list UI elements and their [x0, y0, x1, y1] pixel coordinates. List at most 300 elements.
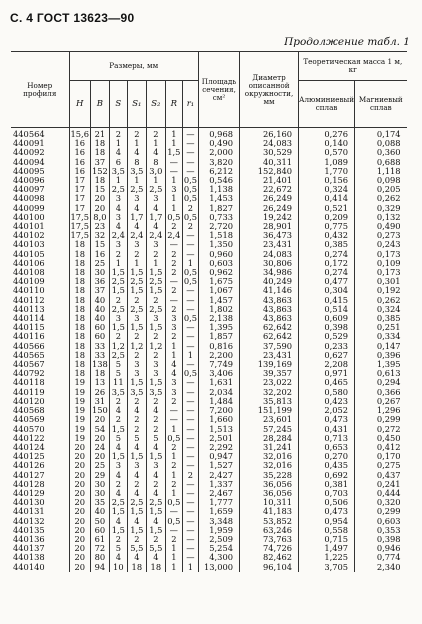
cell-code: 440112 — [11, 296, 69, 305]
cell-h: 20 — [69, 498, 90, 507]
cell-s1: 2,5 — [127, 277, 146, 286]
cell-area: 1,527 — [199, 461, 240, 470]
cell-aluminium: 0,156 — [299, 176, 355, 185]
table-row — [11, 434, 407, 443]
cell-s1: 5,5 — [127, 544, 146, 553]
cell-aluminium: 2,208 — [299, 360, 355, 369]
cell-area: 7,200 — [199, 406, 240, 415]
cell-r: 0,5 — [167, 498, 181, 508]
cell-code: 440101 — [11, 222, 69, 231]
cell-diameter: 23,431 — [240, 240, 299, 249]
cell-r: 3 — [165, 388, 182, 397]
cell-b: 94 — [90, 563, 109, 572]
cell-h: 20 — [69, 489, 90, 498]
cell-diameter: 73,763 — [240, 535, 299, 544]
cell-s: 3 — [109, 213, 127, 222]
cell-code: 440110 — [11, 286, 69, 295]
cell-s1: 3 — [127, 461, 146, 470]
cell-code: 440106 — [11, 259, 69, 268]
cell-s2: 4 — [146, 517, 165, 526]
cell-b: 26 — [90, 388, 109, 397]
table-row — [11, 148, 407, 157]
cell-b: 18 — [90, 148, 109, 157]
cell-h: 20 — [69, 461, 90, 470]
cell-magnesium: 0,173 — [376, 268, 401, 278]
cell-b: 18 — [90, 139, 109, 148]
cell-r: 2 — [165, 268, 182, 277]
cell-b: 50 — [90, 517, 109, 526]
cell-area: 3,820 — [199, 158, 240, 167]
cell-h: 18 — [69, 277, 90, 286]
cell-diameter: 21,401 — [240, 176, 299, 185]
cell-h: 20 — [69, 471, 90, 480]
cell-aluminium: 0,703 — [299, 489, 355, 498]
cell-h: 19 — [69, 406, 90, 415]
cell-diameter: 32,016 — [240, 452, 299, 461]
cell-b: 30 — [90, 480, 109, 489]
cell-aluminium: 2,052 — [299, 406, 355, 415]
col-header-h: H — [69, 81, 90, 128]
cell-h: 19 — [69, 434, 90, 443]
table-row — [11, 489, 407, 498]
cell-diameter: 82,462 — [240, 553, 299, 562]
cell-h: 20 — [69, 544, 90, 553]
cell-b: 37 — [90, 286, 109, 295]
cell-aluminium: 1,497 — [299, 544, 355, 553]
cell-r1: — — [182, 360, 198, 369]
cell-s2: 3 — [146, 314, 165, 323]
cell-s: 2 — [109, 535, 127, 544]
cell-magnesium: 0,360 — [376, 148, 401, 158]
cell-h: 18 — [69, 351, 90, 360]
cell-s: 3 — [109, 194, 127, 203]
cell-h: 20 — [69, 563, 90, 572]
cell-s2: 5,5 — [146, 544, 165, 553]
table-row — [11, 369, 407, 378]
cell-aluminium: 0,558 — [299, 526, 355, 535]
cell-code: 440094 — [11, 158, 69, 167]
table-row — [11, 323, 407, 332]
cell-diameter: 30,806 — [240, 259, 299, 268]
cell-s1: 3,5 — [127, 388, 146, 397]
cell-diameter: 23,601 — [240, 415, 299, 424]
cell-b: 18 — [90, 176, 109, 185]
table-row — [11, 517, 407, 526]
cell-code: 440092 — [11, 148, 69, 157]
cell-s1: 1,7 — [127, 213, 146, 222]
cell-s2: 5 — [146, 434, 165, 443]
cell-aluminium: 1,225 — [299, 553, 355, 562]
cell-area: 5,254 — [199, 544, 240, 553]
cell-r: 2 — [165, 305, 182, 314]
cell-b: 60 — [90, 323, 109, 332]
cell-aluminium: 0,506 — [299, 498, 355, 507]
cell-h: 20 — [69, 535, 90, 544]
cell-r1: — — [182, 286, 198, 295]
cell-r1: — — [182, 158, 198, 167]
cell-area: 1,395 — [199, 323, 240, 332]
cell-r: 4 — [165, 369, 182, 378]
cell-r: — — [165, 296, 182, 305]
cell-r: 3 — [165, 314, 182, 323]
cell-code: 440126 — [11, 461, 69, 470]
cell-diameter: 26,249 — [240, 204, 299, 213]
cell-code: 440792 — [11, 369, 69, 378]
table-row — [11, 452, 407, 461]
cell-magnesium: 0,098 — [376, 176, 401, 186]
cell-diameter: 26,160 — [240, 128, 299, 140]
table-row — [11, 286, 407, 295]
cell-code: 440132 — [11, 517, 69, 526]
cell-s1: 1 — [127, 259, 146, 268]
cell-s: 2,4 — [109, 231, 127, 240]
table-row — [11, 332, 407, 341]
table-row — [11, 213, 407, 222]
cell-area: 4,300 — [199, 553, 240, 562]
table-row — [11, 128, 407, 140]
table-row — [11, 443, 407, 452]
cell-s1: 4 — [127, 406, 146, 415]
cell-magnesium: 0,205 — [376, 185, 401, 195]
cell-r: 1 — [165, 544, 182, 553]
cell-magnesium: 0,132 — [376, 212, 401, 222]
cell-code: 440129 — [11, 489, 69, 498]
cell-s: 1 — [109, 259, 127, 268]
cell-s1: 4 — [127, 443, 146, 452]
cell-magnesium: 2,340 — [376, 562, 401, 572]
cell-aluminium: 0,381 — [299, 480, 355, 489]
cell-b: 152 — [91, 166, 108, 176]
cell-code: 440120 — [11, 397, 69, 406]
cell-h: 18 — [69, 296, 90, 305]
cell-magnesium: 0,398 — [376, 534, 401, 544]
table-row — [11, 360, 407, 369]
cell-area: 1,959 — [199, 526, 240, 535]
table-row — [11, 378, 407, 387]
cell-s: 2 — [109, 397, 127, 406]
cell-h: 18 — [69, 240, 90, 249]
cell-aluminium: 0,276 — [299, 128, 355, 140]
cell-magnesium: 0,603 — [376, 516, 401, 526]
cell-s2: 8 — [146, 158, 165, 167]
cell-r1: — — [182, 323, 198, 332]
cell-magnesium: 0,109 — [376, 258, 401, 268]
col-header-s: S — [109, 81, 127, 128]
cell-s: 3,5 — [109, 388, 127, 397]
cell-r1: 2 — [182, 471, 198, 480]
table-row — [11, 471, 407, 480]
cell-code: 440570 — [11, 425, 69, 434]
cell-b: 25 — [90, 259, 109, 268]
cell-code: 440116 — [11, 332, 69, 341]
cell-s2: 2,5 — [146, 305, 165, 314]
cell-area: 1,659 — [199, 507, 240, 516]
cell-magnesium: 0,251 — [376, 323, 401, 333]
cell-r1: — — [182, 480, 198, 489]
cell-b: 31 — [90, 397, 109, 406]
cell-area: 0,968 — [199, 128, 240, 140]
cell-r: 4 — [165, 360, 182, 369]
cell-s2: 2 — [146, 332, 165, 341]
cell-aluminium: 0,713 — [299, 434, 355, 443]
cell-aluminium: 0,529 — [299, 332, 355, 341]
cell-r1: — — [182, 425, 198, 434]
cell-h: 18 — [69, 360, 90, 369]
cell-aluminium: 0,627 — [299, 351, 355, 360]
cell-area: 0,816 — [199, 342, 240, 351]
cell-h: 16 — [69, 148, 90, 157]
cell-diameter: 24,083 — [240, 250, 299, 259]
cell-s: 2,5 — [109, 305, 127, 314]
cell-h: 20 — [69, 480, 90, 489]
cell-s2: 1,5 — [146, 378, 165, 387]
cell-diameter: 36,473 — [240, 231, 299, 240]
cell-diameter: 39,357 — [240, 369, 299, 378]
cell-b: 20 — [90, 204, 109, 213]
cell-diameter: 30,529 — [240, 148, 299, 157]
cell-s1: 2 — [127, 415, 146, 424]
cell-r1: 0,5 — [183, 194, 198, 204]
cell-area: 0,960 — [199, 250, 240, 259]
cell-magnesium: 0,444 — [376, 488, 401, 498]
cell-diameter: 151,199 — [240, 406, 299, 415]
cell-s: 1,5 — [109, 507, 127, 516]
cell-s1: 5 — [127, 434, 146, 443]
cell-code: 440118 — [11, 378, 69, 387]
cell-s2: 1,2 — [146, 342, 165, 351]
cell-s2: 3 — [146, 194, 165, 203]
col-header-aluminium: Алюминиевый сплав — [299, 81, 355, 128]
cell-aluminium: 0,414 — [299, 194, 355, 203]
cell-b: 16 — [90, 250, 109, 259]
cell-aluminium: 1,089 — [299, 158, 355, 167]
cell-h: 17,5 — [70, 212, 89, 222]
cell-s1: 4 — [127, 553, 146, 562]
cell-diameter: 43,863 — [240, 296, 299, 305]
cell-s1: 2,5 — [127, 185, 146, 194]
cell-r: 1 — [165, 351, 182, 360]
cell-magnesium: 0,613 — [376, 369, 401, 379]
cell-aluminium: 0,274 — [299, 268, 355, 277]
cell-r: — — [165, 406, 182, 415]
table-row — [11, 277, 407, 286]
table-row — [11, 406, 407, 415]
cell-r1: — — [182, 250, 198, 259]
cell-r: 1 — [165, 176, 182, 185]
cell-diameter: 28,901 — [240, 222, 299, 231]
cell-s: 4 — [109, 443, 127, 452]
cell-r1: 1 — [182, 351, 198, 360]
cell-h: 20 — [69, 517, 90, 526]
cell-b: 72 — [90, 544, 109, 553]
cell-s: 2,5 — [109, 277, 127, 286]
cell-code: 440566 — [11, 342, 69, 351]
cell-r: 0,5 — [167, 433, 181, 443]
cell-b: 18 — [90, 369, 109, 378]
cell-s: 2 — [109, 250, 127, 259]
cell-aluminium: 0,304 — [299, 286, 355, 295]
cell-r1: — — [182, 406, 198, 415]
cell-magnesium: 0,174 — [376, 129, 401, 139]
cell-s: 5 — [109, 369, 127, 378]
cell-code: 440127 — [11, 471, 69, 480]
cell-s: 4 — [109, 406, 127, 415]
cell-area: 2,292 — [199, 443, 240, 452]
cell-s: 5 — [109, 544, 127, 553]
cell-r: 1 — [165, 204, 182, 213]
cell-s2: 2 — [146, 128, 165, 140]
cell-r1: — — [182, 231, 198, 240]
cell-magnesium: 0,324 — [376, 304, 401, 314]
cell-s1: 3 — [127, 369, 146, 378]
cell-diameter: 26,249 — [240, 194, 299, 203]
table-row — [11, 167, 407, 176]
cell-code: 440105 — [11, 250, 69, 259]
table-row — [11, 507, 407, 516]
cell-diameter: 31,241 — [240, 443, 299, 452]
cell-code: 440135 — [11, 526, 69, 535]
cell-r1: 0,5 — [183, 369, 198, 379]
cell-magnesium: 0,173 — [376, 249, 401, 259]
cell-s1: 4 — [127, 148, 146, 157]
cell-s: 1,5 — [109, 286, 127, 295]
cell-s: 1 — [109, 176, 127, 185]
cell-area: 0,490 — [199, 139, 240, 148]
cell-r1: 0,5 — [183, 212, 198, 222]
cell-b: 36 — [90, 277, 109, 286]
cell-magnesium: 0,490 — [376, 222, 401, 232]
cell-s: 1 — [109, 139, 127, 148]
cell-code: 440095 — [11, 167, 69, 176]
cell-diameter: 74,726 — [240, 544, 299, 553]
table-row — [11, 158, 407, 167]
cell-r: 2 — [165, 443, 182, 452]
cell-aluminium: 0,209 — [299, 213, 355, 222]
cell-h: 18 — [69, 259, 90, 268]
cell-s2: 3 — [146, 369, 165, 378]
cell-r: 2 — [165, 259, 182, 268]
cell-r: 2 — [165, 250, 182, 259]
cell-s: 2,5 — [109, 351, 127, 360]
table-row — [11, 342, 407, 351]
cell-diameter: 96,104 — [240, 563, 299, 572]
cell-s1: 3 — [127, 194, 146, 203]
cell-aluminium: 0,473 — [299, 507, 355, 516]
cell-aluminium: 0,385 — [299, 240, 355, 249]
cell-aluminium: 0,954 — [299, 517, 355, 526]
cell-aluminium: 0,270 — [299, 452, 355, 461]
cell-r1: — — [182, 415, 198, 424]
cell-h: 18 — [69, 369, 90, 378]
cell-h: 15,6 — [70, 129, 89, 139]
cell-area: 1,453 — [199, 194, 240, 203]
cell-aluminium: 0,435 — [299, 461, 355, 470]
cell-code: 440100 — [11, 213, 69, 222]
cell-code: 440569 — [11, 415, 69, 424]
cell-r: 2,4 — [167, 231, 181, 241]
cell-r: 1 — [165, 139, 182, 148]
cell-magnesium: 0,396 — [376, 350, 401, 360]
cell-s1: 3 — [127, 314, 146, 323]
cell-code: 440128 — [11, 480, 69, 489]
cell-aluminium: 0,423 — [299, 397, 355, 406]
cell-code: 440138 — [11, 553, 69, 562]
cell-r: 1 — [165, 425, 182, 434]
cell-magnesium: 0,192 — [376, 286, 401, 296]
cell-r1: 0,5 — [183, 185, 198, 195]
table-continuation-caption: Продолжение табл. 1 — [284, 36, 410, 48]
cell-magnesium: 0,294 — [376, 378, 401, 388]
cell-code: 440564 — [11, 128, 69, 140]
table-row — [11, 268, 407, 277]
cell-r: — — [165, 507, 182, 516]
col-header-area: Площадь сечения, см² — [199, 52, 240, 128]
cell-aluminium: 1,770 — [299, 167, 355, 176]
cell-code: 440102 — [11, 231, 69, 240]
cell-s: 4 — [109, 517, 127, 526]
cell-s1: 4 — [127, 489, 146, 498]
cell-h: 18 — [69, 332, 90, 341]
cell-aluminium: 0,514 — [299, 305, 355, 314]
cell-magnesium: 0,262 — [376, 295, 401, 305]
cell-b: 37 — [90, 158, 109, 167]
cell-magnesium: 0,262 — [376, 194, 401, 204]
table-row — [11, 231, 407, 240]
cell-magnesium: 0,243 — [376, 240, 401, 250]
cell-r1: — — [182, 434, 198, 443]
cell-magnesium: 1,395 — [376, 360, 401, 370]
cell-code: 440114 — [11, 314, 69, 323]
cell-area: 0,603 — [199, 259, 240, 268]
cell-area: 0,947 — [199, 452, 240, 461]
cell-b: 30 — [90, 489, 109, 498]
cell-area: 1,857 — [199, 332, 240, 341]
cell-s: 4 — [109, 489, 127, 498]
cell-r1: — — [182, 498, 198, 507]
cell-s1: 1,5 — [127, 286, 146, 295]
cell-s2: 1 — [146, 176, 165, 185]
cell-r: — — [165, 167, 182, 176]
cell-area: 1,802 — [199, 305, 240, 314]
cell-magnesium: 0,299 — [376, 415, 401, 425]
cell-r: 3 — [165, 378, 182, 387]
table-row — [11, 185, 407, 194]
cell-r: 0,5 — [167, 516, 181, 526]
cell-s1: 3 — [127, 240, 146, 249]
cell-aluminium: 0,233 — [299, 342, 355, 351]
cell-magnesium: 0,275 — [376, 461, 401, 471]
cell-r1: 0,5 — [183, 277, 198, 287]
cell-s2: 2 — [146, 535, 165, 544]
cell-h: 20 — [69, 507, 90, 516]
cell-area: 0,733 — [199, 213, 240, 222]
cell-s1: 2 — [127, 332, 146, 341]
cell-aluminium: 0,324 — [299, 185, 355, 194]
cell-area: 2,720 — [199, 222, 240, 231]
cell-r: 1 — [165, 452, 182, 461]
cell-r1: — — [182, 240, 198, 249]
cell-aluminium: 0,473 — [299, 415, 355, 424]
cell-s: 3 — [109, 240, 127, 249]
cell-s: 4 — [109, 553, 127, 562]
cell-diameter: 19,242 — [240, 213, 299, 222]
cell-b: 32 — [90, 231, 109, 240]
cell-code: 440108 — [11, 268, 69, 277]
table-row — [11, 544, 407, 553]
col-header-magnesium: Магниевый сплав — [355, 81, 407, 128]
cell-s: 1,5 — [109, 526, 127, 535]
cell-r1: — — [182, 128, 198, 140]
